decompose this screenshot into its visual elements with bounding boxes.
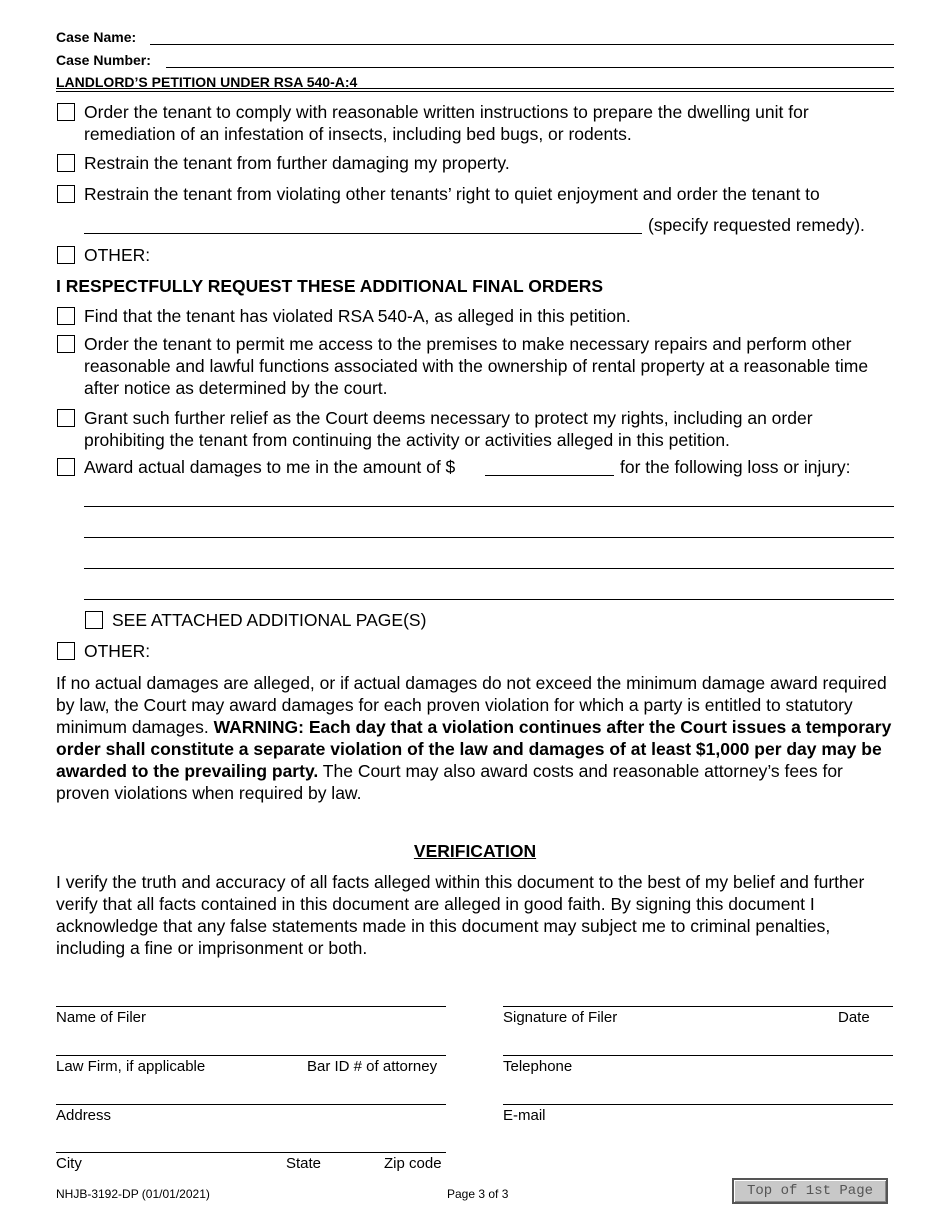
other-temp-label: OTHER: bbox=[84, 245, 151, 265]
bar-id-label: Bar ID # of attorney bbox=[307, 1058, 438, 1075]
name-of-filer-label: Name of Filer bbox=[56, 1009, 147, 1026]
permit-access-text: Order the tenant to permit me access to the premises to make necessary repairs and perform other reasonable and lawful functions associated with the ownership of rental property at a reasonable time after notice as determined by the court. bbox=[84, 334, 869, 398]
signature-of-filer-line[interactable] bbox=[503, 1006, 893, 1007]
name-of-filer-line[interactable] bbox=[56, 1006, 446, 1007]
top-of-first-page-button[interactable]: Top of 1st Page bbox=[732, 1178, 888, 1204]
case-number-field[interactable] bbox=[166, 67, 894, 68]
damages-paragraph-intro: If no actual damages are alleged, or if actual damages do not exceed the minimum damage award required by law, the Court may award damages for each proven violation for which a party is entitled to statutory minimum damages. bbox=[56, 673, 887, 737]
verification-heading: VERIFICATION bbox=[413, 841, 537, 861]
case-name-label: Case Name: bbox=[56, 29, 137, 45]
signature-of-filer-label: Signature of Filer bbox=[503, 1009, 618, 1026]
page-number: Page 3 of 3 bbox=[447, 1187, 509, 1201]
loss-injury-line-4[interactable] bbox=[84, 599, 894, 600]
requested-remedy-field[interactable] bbox=[84, 233, 642, 234]
damages-paragraph-costs: The Court may also award costs and reasonable attorney’s fees for proven violations when required by law. bbox=[56, 761, 843, 803]
case-name-field[interactable] bbox=[150, 44, 894, 45]
see-attached-label: SEE ATTACHED ADDITIONAL PAGE(S) bbox=[112, 610, 427, 630]
restrain-quiet-enjoyment-checkbox[interactable] bbox=[57, 185, 75, 203]
requested-remedy-label: (specify requested remedy). bbox=[648, 215, 865, 235]
verification-text: I verify the truth and accuracy of all facts alleged within this document to the best of my belief and further verify that all facts contained in this document are alleged in good faith. By signing this document I acknowledge that any false statements made in this document may subject me to criminal penalties, including a fine or imprisonment or both. bbox=[56, 872, 865, 958]
form-id: NHJB-3192-DP (01/01/2021) bbox=[56, 1187, 210, 1201]
damages-amount-field[interactable] bbox=[485, 475, 614, 476]
state-label: State bbox=[286, 1155, 322, 1172]
email-line[interactable] bbox=[503, 1104, 893, 1105]
restrain-damage-checkbox[interactable] bbox=[57, 154, 75, 172]
city-state-zip-line[interactable] bbox=[56, 1152, 446, 1153]
form-title: LANDLORD’S PETITION UNDER RSA 540-A:4 bbox=[56, 74, 358, 90]
address-label: Address bbox=[56, 1107, 112, 1124]
final-orders-heading: I RESPECTFULLY REQUEST THESE ADDITIONAL FINAL ORDERS bbox=[56, 276, 604, 296]
award-damages-suffix: for the following loss or injury: bbox=[620, 457, 851, 477]
city-label: City bbox=[56, 1155, 82, 1172]
order-infestation-text: Order the tenant to comply with reasonable written instructions to prepare the dwelling unit for remediation of an infestation of insects, including bed bugs, or rodents. bbox=[84, 102, 809, 144]
find-violation-checkbox[interactable] bbox=[57, 307, 75, 325]
date-label: Date bbox=[838, 1009, 870, 1026]
order-infestation-checkbox[interactable] bbox=[57, 103, 75, 121]
award-damages-checkbox[interactable] bbox=[57, 458, 75, 476]
see-attached-checkbox[interactable] bbox=[85, 611, 103, 629]
loss-injury-line-2[interactable] bbox=[84, 537, 894, 538]
further-relief-checkbox[interactable] bbox=[57, 409, 75, 427]
further-relief-text: Grant such further relief as the Court deems necessary to protect my rights, including an order prohibiting the tenant from continuing the activity or activities alleged in this petition. bbox=[84, 408, 813, 450]
loss-injury-line-3[interactable] bbox=[84, 568, 894, 569]
header-divider bbox=[56, 88, 894, 89]
case-number-label: Case Number: bbox=[56, 52, 151, 68]
telephone-line[interactable] bbox=[503, 1055, 893, 1056]
loss-injury-line-1[interactable] bbox=[84, 506, 894, 507]
telephone-label: Telephone bbox=[503, 1058, 573, 1075]
find-violation-text: Find that the tenant has violated RSA 540-A, as alleged in this petition. bbox=[84, 306, 631, 326]
restrain-quiet-enjoyment-text: Restrain the tenant from violating other tenants’ right to quiet enjoyment and order the tenant to bbox=[84, 184, 820, 204]
email-label: E-mail bbox=[503, 1107, 546, 1124]
header-divider-2 bbox=[56, 91, 894, 92]
zip-label: Zip code bbox=[384, 1155, 442, 1172]
award-damages-text: Award actual damages to me in the amount of $ bbox=[84, 457, 456, 477]
other-final-label: OTHER: bbox=[84, 641, 151, 661]
law-firm-label: Law Firm, if applicable bbox=[56, 1058, 206, 1075]
damages-warning: WARNING: Each day that a violation continues after the Court issues a temporary order shall constitute a separate violation of the law and damages of at least $1,000 per day may be awarded to the prevailing party. bbox=[56, 717, 892, 781]
address-line[interactable] bbox=[56, 1104, 446, 1105]
damages-paragraph bbox=[56, 672, 896, 804]
restrain-damage-text: Restrain the tenant from further damaging my property. bbox=[84, 153, 510, 173]
other-final-checkbox[interactable] bbox=[57, 642, 75, 660]
law-firm-line[interactable] bbox=[56, 1055, 446, 1056]
other-temp-checkbox[interactable] bbox=[57, 246, 75, 264]
permit-access-checkbox[interactable] bbox=[57, 335, 75, 353]
